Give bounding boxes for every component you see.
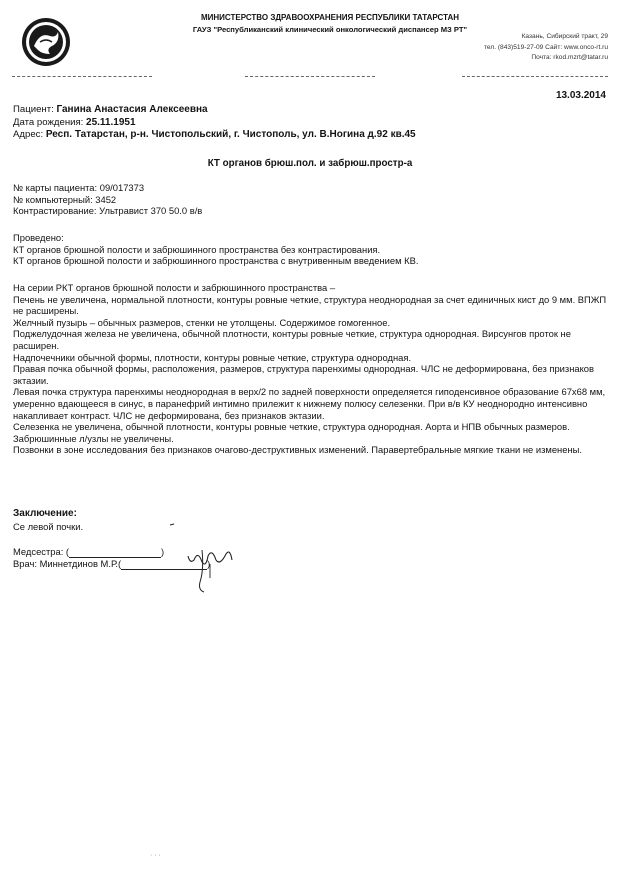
contrast-info: Контрастирование: Ультравист 370 50.0 в/в — [13, 205, 203, 217]
conclusion-text: Ce левой почки. — [13, 521, 84, 532]
finding-line: Левая почка структура паренхимы неоднородная в верх/2 по задней поверхности определяется гиподенсивное образование 67х68 мм, умеренно вдающееся в синус, в паранефрий интимно прилежит к нижнему полюсу селезенки. При в/в КУ неоднородно интенсивно накапливает контраст. ЧЛС не деформирована, без признаков эктазии. — [13, 386, 606, 421]
finding-line: Желчный пузырь – обычных размеров, стенки не утолщены. Содержимое гомогенное. — [13, 316, 391, 328]
finding-line: Позвонки в зоне исследования без признаков очагово-деструктивных изменений. Паравертебральные мягкие ткани не изменены. — [13, 444, 582, 456]
patient-dob-label: Дата рождения: — [13, 116, 84, 128]
doctor-label: Врач: Миннетдинов М.Р.( — [13, 558, 122, 569]
patient-dob: 25.11.1951 — [86, 116, 136, 128]
conclusion-heading: Заключение: — [13, 508, 77, 519]
finding-line: На серии РКТ органов брюшной полости и забрюшинного пространства – — [13, 282, 336, 293]
ministry-name: МИНИСТЕРСТВО ЗДРАВООХРАНЕНИЯ РЕСПУБЛИКИ ТАТАРСТАН — [200, 13, 460, 22]
handwritten-signature — [160, 520, 270, 600]
finding-line: Надпочечники обычной формы, плотности, контуры ровные четкие, структура однородная. — [13, 351, 412, 363]
finding-line: Селезенка не увеличена, обычной плотности, контуры ровные четкие, структура однородная. Аорта и НПВ обычных размеров. Забрюшинные л/узлы не увеличены. — [13, 421, 570, 444]
performed-line: КТ органов брюшной полости и забрюшинного пространства без контрастирования. — [13, 243, 381, 255]
nurse-signature-line — [13, 546, 164, 558]
ministry-logo-icon — [20, 16, 72, 68]
nurse-close: ) — [161, 546, 165, 557]
performed-line: КТ органов брюшной полости и забрюшинного пространства с внутривенным введением КВ. — [13, 255, 419, 267]
computer-number: № компьютерный: 3452 — [13, 193, 117, 205]
nurse-label: Медсестра: ( — [13, 546, 70, 557]
patient-name: Ганина Анастасия Алексеевна — [56, 104, 208, 115]
divider-center — [245, 76, 375, 77]
finding-line: Правая почка обычной формы, расположения, размеров, структура паренхимы однородная. ЧЛС не деформирована, без признаков эктазии. — [13, 363, 595, 386]
doctor-close: ) — [207, 558, 211, 569]
contact-block — [438, 32, 608, 64]
divider-right — [462, 76, 608, 77]
patient-info — [13, 104, 593, 142]
finding-line: Печень не увеличена, нормальной плотности, контуры ровные четкие, структура неоднородная за счет единичных кист до 9 мм. ВПЖП не расширены. — [13, 293, 607, 317]
findings-section — [13, 282, 610, 456]
card-info — [13, 182, 610, 217]
scan-artifact: · · · — [150, 852, 161, 859]
institution-email: Почта: rkod.mzrt@tatar.ru — [531, 54, 608, 61]
card-number: № карты пациента: 09/017373 — [13, 182, 145, 193]
institution-address: Казань, Сибирский тракт, 29 — [521, 33, 608, 40]
performed-heading: Проведено: — [13, 232, 64, 243]
patient-name-label: Пациент: — [13, 104, 54, 115]
divider-left — [12, 76, 152, 77]
patient-address: Респ. Татарстан, р-н. Чистопольский, г. Чистополь, ул. В.Ногина д.92 кв.45 — [45, 129, 416, 140]
performed-section — [13, 232, 610, 267]
patient-address-label: Адрес: — [13, 129, 44, 140]
nurse-signature-blank — [69, 547, 161, 558]
report-title: КТ органов брюш.пол. и забрюш.простр-а — [207, 158, 413, 169]
finding-line: Поджелудочная железа не увеличена, обычной плотности, контуры ровные четкие, структура однородная. Вирсунгов проток не расширен. — [13, 328, 571, 351]
report-date: 13.03.2014 — [555, 90, 606, 101]
institution-name: ГАУЗ "Республиканский клинический онкологический диспансер МЗ РТ" — [192, 25, 468, 34]
institution-phone: тел. (843)519-27-09 Сайт: www.onco-rt.ru — [483, 43, 608, 51]
